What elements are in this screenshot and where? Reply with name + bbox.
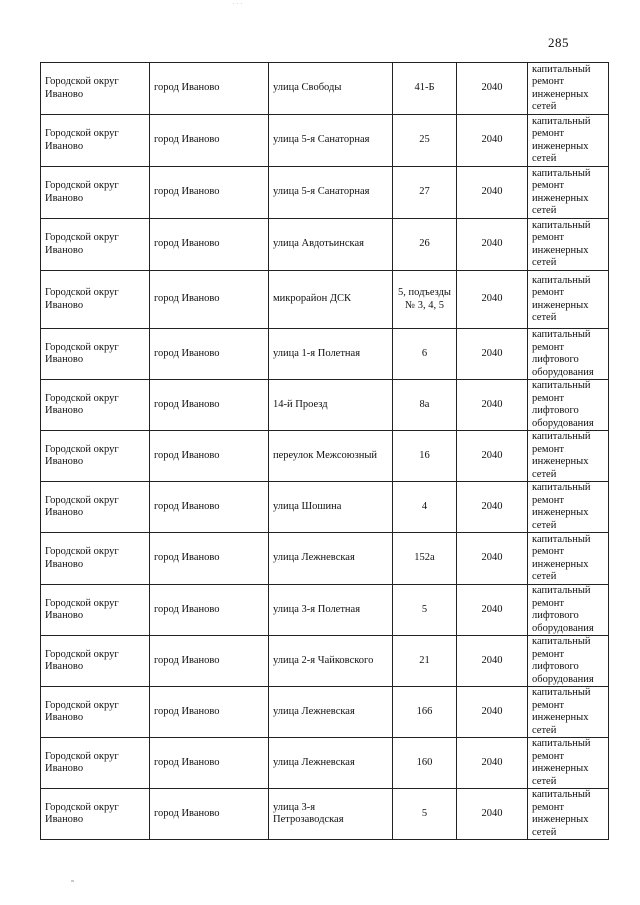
district-cell: Городской округ Иваново <box>41 329 150 380</box>
year-cell: 2040 <box>457 533 528 585</box>
work-type-cell: капитальный ремонт инженерных сетей <box>528 63 609 115</box>
table-row <box>41 167 609 219</box>
table-row <box>41 482 609 533</box>
work-type-cell: капитальный ремонт инженерных сетей <box>528 115 609 167</box>
scan-artifact: · · · <box>232 0 243 8</box>
street-cell: улица 5-я Санаторная <box>269 167 393 219</box>
house-number-cell: 5 <box>393 789 457 840</box>
house-number-cell: 5 <box>393 585 457 636</box>
district-cell: Городской округ Иваново <box>41 115 150 167</box>
work-type-cell: капитальный ремонт лифтового оборудования <box>528 585 609 636</box>
city-cell: город Иваново <box>150 63 269 115</box>
work-type-cell: капитальный ремонт инженерных сетей <box>528 167 609 219</box>
district-cell: Городской округ Иваново <box>41 431 150 482</box>
street-cell: улица 3-я Полетная <box>269 585 393 636</box>
table-row <box>41 533 609 585</box>
street-cell: переулок Межсоюзный <box>269 431 393 482</box>
house-number-cell: 4 <box>393 482 457 533</box>
house-number-cell: 16 <box>393 431 457 482</box>
table-row <box>41 431 609 482</box>
district-cell: Городской округ Иваново <box>41 167 150 219</box>
year-cell: 2040 <box>457 482 528 533</box>
year-cell: 2040 <box>457 167 528 219</box>
table-row <box>41 219 609 271</box>
city-cell: город Иваново <box>150 271 269 329</box>
year-cell: 2040 <box>457 585 528 636</box>
work-type-cell: капитальный ремонт инженерных сетей <box>528 219 609 271</box>
street-cell: улица 5-я Санаторная <box>269 115 393 167</box>
table-row <box>41 789 609 840</box>
city-cell: город Иваново <box>150 482 269 533</box>
work-type-cell: капитальный ремонт лифтового оборудования <box>528 380 609 431</box>
house-number-cell: 26 <box>393 219 457 271</box>
table-row <box>41 271 609 329</box>
district-cell: Городской округ Иваново <box>41 219 150 271</box>
year-cell: 2040 <box>457 789 528 840</box>
street-cell: улица Лежневская <box>269 738 393 789</box>
work-type-cell: капитальный ремонт лифтового оборудования <box>528 636 609 687</box>
house-number-cell: 21 <box>393 636 457 687</box>
year-cell: 2040 <box>457 271 528 329</box>
house-number-cell: 160 <box>393 738 457 789</box>
work-type-cell: капитальный ремонт инженерных сетей <box>528 789 609 840</box>
district-cell: Городской округ Иваново <box>41 585 150 636</box>
house-number-cell: 5, подъезды № 3, 4, 5 <box>393 271 457 329</box>
city-cell: город Иваново <box>150 167 269 219</box>
year-cell: 2040 <box>457 687 528 738</box>
work-type-cell: капитальный ремонт инженерных сетей <box>528 687 609 738</box>
district-cell: Городской округ Иваново <box>41 789 150 840</box>
work-type-cell: капитальный ремонт инженерных сетей <box>528 431 609 482</box>
house-number-cell: 6 <box>393 329 457 380</box>
table-row <box>41 329 609 380</box>
city-cell: город Иваново <box>150 431 269 482</box>
district-cell: Городской округ Иваново <box>41 63 150 115</box>
city-cell: город Иваново <box>150 533 269 585</box>
table-row <box>41 636 609 687</box>
street-cell: улица Шошина <box>269 482 393 533</box>
house-number-cell: 41-Б <box>393 63 457 115</box>
year-cell: 2040 <box>457 431 528 482</box>
table-row <box>41 738 609 789</box>
district-cell: Городской округ Иваново <box>41 482 150 533</box>
house-number-cell: 166 <box>393 687 457 738</box>
district-cell: Городской округ Иваново <box>41 687 150 738</box>
street-cell: улица 2-я Чайковского <box>269 636 393 687</box>
city-cell: город Иваново <box>150 789 269 840</box>
table-row <box>41 115 609 167</box>
city-cell: город Иваново <box>150 687 269 738</box>
city-cell: город Иваново <box>150 219 269 271</box>
year-cell: 2040 <box>457 738 528 789</box>
street-cell: улица Лежневская <box>269 687 393 738</box>
district-cell: Городской округ Иваново <box>41 271 150 329</box>
house-number-cell: 8а <box>393 380 457 431</box>
house-number-cell: 27 <box>393 167 457 219</box>
city-cell: город Иваново <box>150 380 269 431</box>
street-cell: улица 3-я Петрозаводская <box>269 789 393 840</box>
year-cell: 2040 <box>457 636 528 687</box>
year-cell: 2040 <box>457 329 528 380</box>
street-cell: улица Авдотьинская <box>269 219 393 271</box>
house-number-cell: 25 <box>393 115 457 167</box>
year-cell: 2040 <box>457 380 528 431</box>
city-cell: город Иваново <box>150 636 269 687</box>
street-cell: улица Лежневская <box>269 533 393 585</box>
city-cell: город Иваново <box>150 115 269 167</box>
scan-artifact-dot <box>71 880 74 882</box>
house-number-cell: 152а <box>393 533 457 585</box>
work-type-cell: капитальный ремонт инженерных сетей <box>528 738 609 789</box>
table-row <box>41 380 609 431</box>
district-cell: Городской округ Иваново <box>41 636 150 687</box>
city-cell: город Иваново <box>150 585 269 636</box>
district-cell: Городской округ Иваново <box>41 738 150 789</box>
city-cell: город Иваново <box>150 738 269 789</box>
page-number: 285 <box>548 35 569 50</box>
year-cell: 2040 <box>457 219 528 271</box>
city-cell: город Иваново <box>150 329 269 380</box>
district-cell: Городской округ Иваново <box>41 533 150 585</box>
table-row <box>41 687 609 738</box>
work-type-cell: капитальный ремонт инженерных сетей <box>528 271 609 329</box>
work-type-cell: капитальный ремонт инженерных сетей <box>528 533 609 585</box>
work-type-cell: капитальный ремонт инженерных сетей <box>528 482 609 533</box>
street-cell: улица Свободы <box>269 63 393 115</box>
repair-schedule-table <box>40 62 609 840</box>
table-row <box>41 63 609 115</box>
year-cell: 2040 <box>457 115 528 167</box>
district-cell: Городской округ Иваново <box>41 380 150 431</box>
table-row <box>41 585 609 636</box>
street-cell: микрорайон ДСК <box>269 271 393 329</box>
year-cell: 2040 <box>457 63 528 115</box>
street-cell: 14-й Проезд <box>269 380 393 431</box>
street-cell: улица 1-я Полетная <box>269 329 393 380</box>
work-type-cell: капитальный ремонт лифтового оборудования <box>528 329 609 380</box>
